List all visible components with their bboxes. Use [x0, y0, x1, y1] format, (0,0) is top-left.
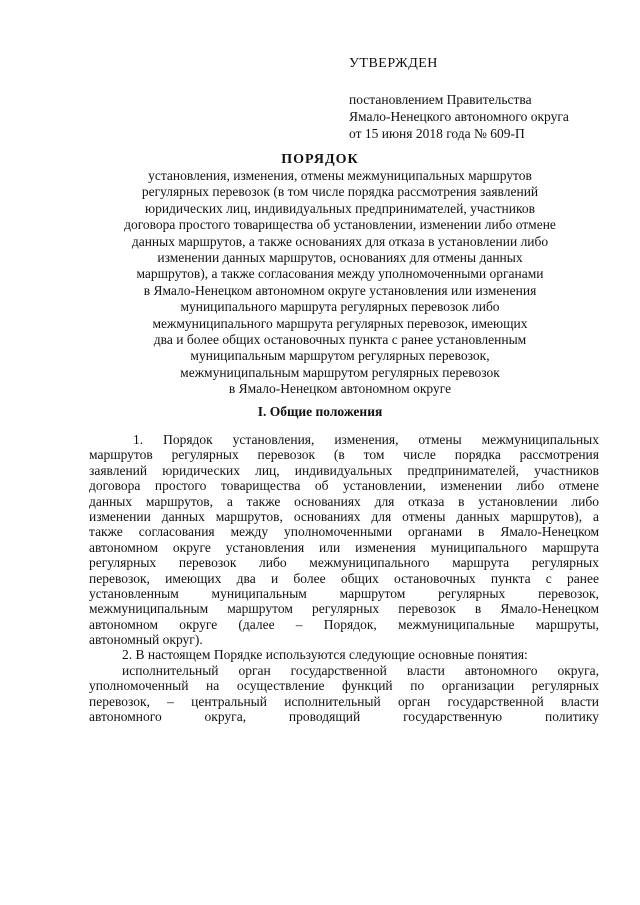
document-title: ПОРЯДОК [281, 152, 359, 167]
paragraph-line: 2. В настоящем Порядке используются следующие основные понятия: [122, 647, 528, 663]
paragraph-line: регулярных перевозок либо межмуниципального маршрута регулярных [89, 555, 599, 571]
paragraph-line: также согласования между уполномоченными органами в Ямало-Ненецком [89, 524, 599, 540]
subtitle-line: маршрутов), а также согласования между уполномоченными органами [136, 266, 544, 282]
paragraph-line: автономном округе (далее – Порядок, межмуниципальные маршруты, [89, 616, 599, 632]
paragraph-line: автономного округа, проводящий государственную политику [89, 709, 599, 725]
paragraph-line: 1. Порядок установления, изменения, отмены межмуниципальных [133, 432, 599, 447]
subtitle-line: договора простого товарищества об установлении, изменении либо отмене [124, 217, 556, 233]
subtitle-line: установления, изменения, отмены межмуниципальных маршрутов [148, 168, 532, 183]
subtitle-line: данных маршрутов, а также основаниях для отказа в установлении либо [131, 233, 549, 249]
subtitle-line: изменении данных маршрутов, основаниях для отмены данных [157, 250, 523, 266]
subtitle-line: юридических лиц, индивидуальных предпринимателей, участников [145, 200, 535, 216]
approval-block [349, 55, 619, 142]
paragraph-line: уполномоченный на осуществление функций по организации регулярных [89, 678, 599, 694]
subtitle-line: межмуниципальным маршрутом регулярных перевозок [180, 364, 500, 380]
approval-line-3: от 15 июня 2018 года № 609-П [349, 126, 525, 141]
subtitle-line: межмуниципального маршрута регулярных перевозок, имеющих [152, 315, 528, 331]
subtitle-line: муниципальным маршрутом регулярных перевозок, [190, 348, 490, 364]
paragraph-line: договора простого товарищества об установлении, изменении либо отмене [89, 478, 599, 494]
paragraph-line: автономный округ). [89, 632, 203, 648]
approval-line-1: постановлением Правительства [349, 92, 532, 107]
paragraph-line: маршрутов регулярных перевозок (в том числе порядка рассмотрения [89, 447, 599, 463]
section-heading: I. Общие положения [257, 404, 383, 419]
section-body [89, 432, 599, 724]
document-subtitle [80, 168, 600, 398]
paragraph-line: изменении данных маршрутов, основаниях для отмены данных маршрутов), а [89, 508, 599, 524]
paragraph-line: установленным муниципальным маршрутом регулярных перевозок, [89, 585, 599, 601]
paragraph-line: заявлений юридических лиц, индивидуальных предпринимателей, участников [89, 462, 599, 478]
subtitle-line: два и более общих остановочных пункта с ранее установленным [153, 332, 527, 348]
paragraph-line: исполнительный орган государственной власти автономного округа, [122, 662, 599, 678]
subtitle-line: муниципального маршрута регулярных перевозок либо [180, 299, 500, 315]
subtitle-line: в Ямало-Ненецком автономном округе установления или изменения [143, 282, 537, 298]
subtitle-line: в Ямало-Ненецком автономном округе [228, 381, 452, 397]
approved-stamp-text: УТВЕРЖДЕН [349, 56, 438, 71]
paragraph-line: автономном округе установления или изменения муниципального маршрута [89, 539, 599, 555]
approval-line-2: Ямало-Ненецкого автономного округа [349, 109, 569, 124]
subtitle-line: регулярных перевозок (в том числе порядка рассмотрения заявлений [141, 184, 539, 200]
paragraph-line: данных маршрутов, а также основаниях для отказа в установлении либо [89, 493, 599, 509]
paragraph-line: перевозок, – центральный исполнительный орган государственной власти [89, 693, 599, 709]
paragraph-line: межмуниципальным маршрутом регулярных перевозок в Ямало-Ненецком [89, 601, 599, 617]
paragraph-line: перевозок, имеющих два и более общих остановочных пункта с ранее [89, 570, 599, 586]
